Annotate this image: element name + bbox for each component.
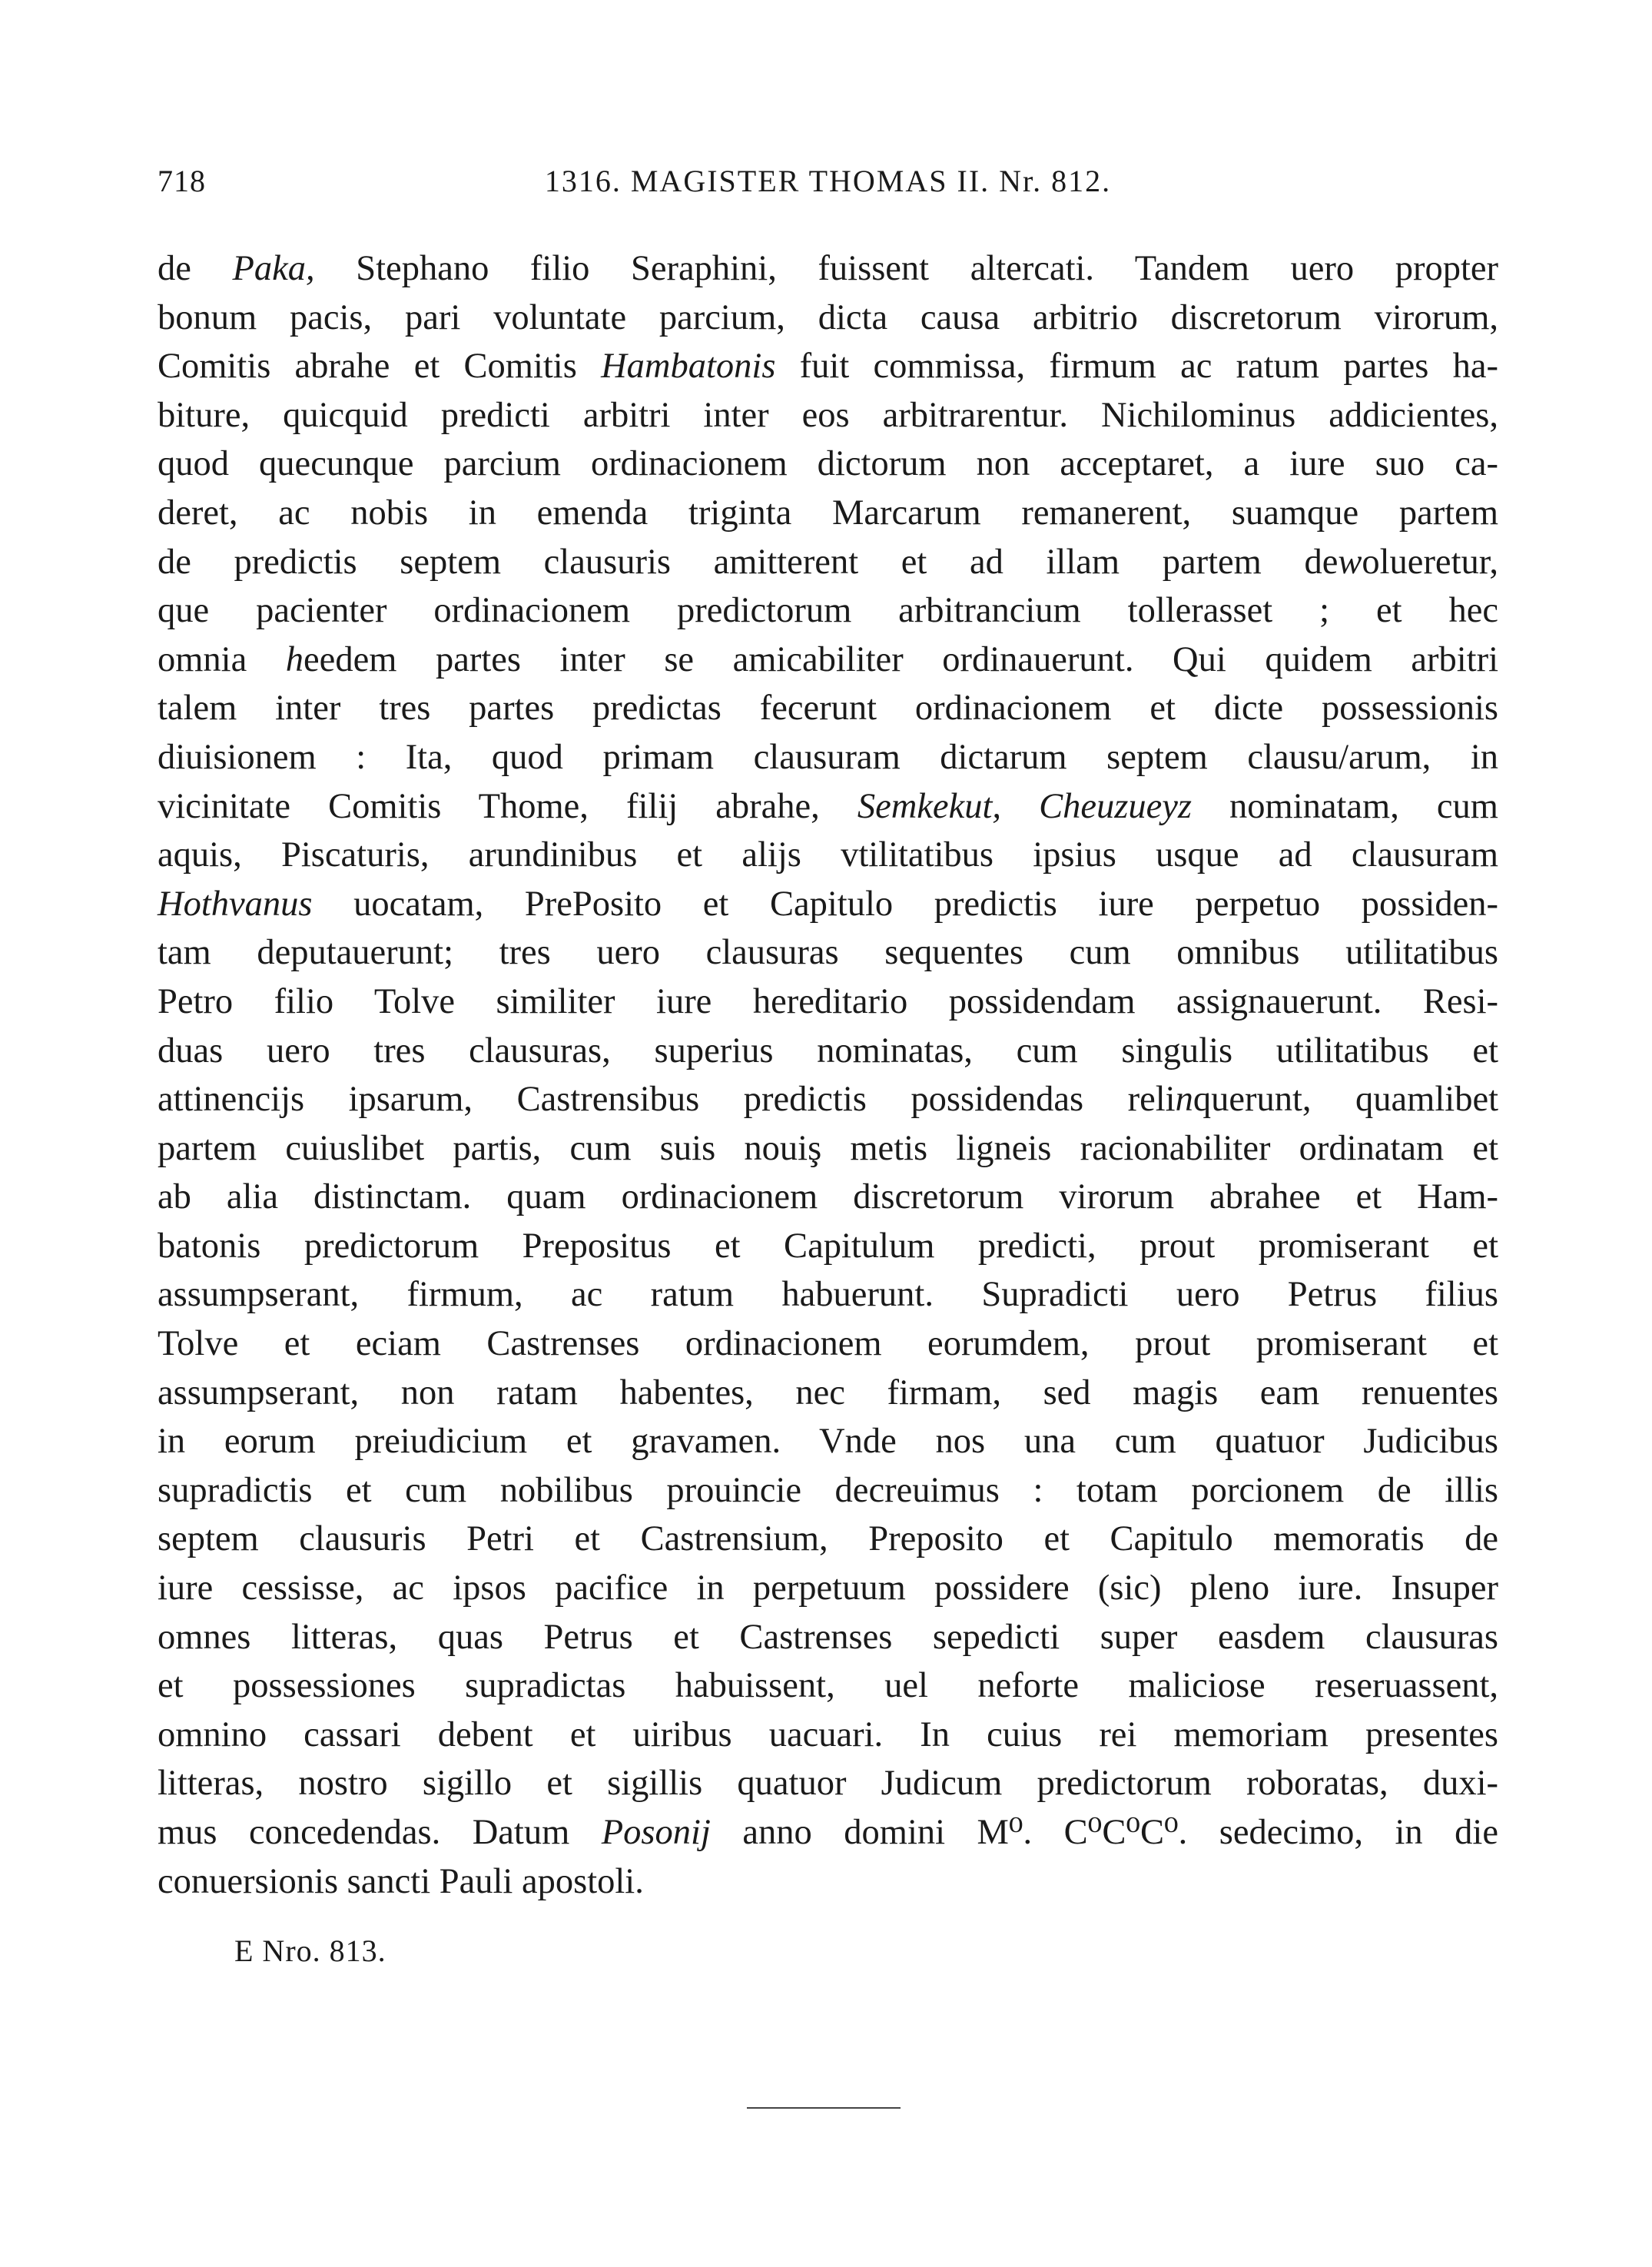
text-segment: omnino cassari debent et uiribus uacuari. In cuius rei memoriam presentes [158,1714,1498,1754]
text-segment: supradictis et cum nobilibus prouincie decreuimus : totam porcionem de illis [158,1470,1498,1510]
text-segment: batonis predictorum Prepositus et Capitulum predicti, prout promiserant et [158,1226,1498,1266]
text-line [158,294,1498,343]
body-text [158,244,1498,1906]
text-line [158,1466,1498,1515]
text-line [158,1661,1498,1711]
text-line [158,1173,1498,1222]
text-line [158,1613,1498,1662]
text-segment: querunt, quamlibet [1193,1080,1499,1120]
text-segment: assumpserant, non ratam habentes, nec firmam, sed magis eam renuentes [158,1372,1498,1412]
text-line [158,586,1498,636]
end-rule [747,2107,901,2109]
italic-text: Hothvanus [158,884,313,924]
text-segment: Tolve et eciam Castrenses ordinacionem eorumdem, prout promiserant et [158,1324,1498,1364]
italic-text: h [285,639,304,679]
text-segment: aquis, Piscaturis, arundinibus et alijs vtilitatibus ipsius usque ad clausuram [158,835,1498,875]
text-line [158,831,1498,880]
text-segment: uocatam, PrePosito et Capitulo predictis iure perpetuo possiden- [312,884,1498,924]
text-segment: attinencijs ipsarum, Castrensibus predictis possidendas reli [158,1080,1176,1120]
text-line [158,928,1498,977]
text-line [158,1759,1498,1808]
text-line [158,342,1498,391]
text-line [158,684,1498,733]
text-segment: et possessiones supradictas habuissent, uel neforte maliciose reseruassent, [158,1666,1498,1706]
text-line [158,440,1498,489]
text-line [158,1417,1498,1466]
text-line [158,1564,1498,1613]
text-line [158,1075,1498,1124]
text-line [158,391,1498,440]
text-segment: partem cuiuslibet partis, cum suis nouiş metis ligneis racionabiliter ordinatam et [158,1128,1498,1168]
text-line [158,1808,1498,1857]
cross-reference: E Nro. 813. [234,1933,386,1968]
text-segment: fuit commissa, firmum ac ratum partes ha- [775,347,1498,387]
text-segment: mus concedendas. Datum [158,1813,602,1852]
text-segment: anno domini M⁰. C⁰C⁰C⁰. sedecimo, in die [710,1813,1498,1852]
italic-text: n [1175,1080,1193,1120]
text-segment: Petro filio Tolve similiter iure hereditario possidendam assignauerunt. Resi- [158,981,1498,1021]
italic-text: Posonij [601,1813,711,1852]
text-segment: vicinitate Comitis Thome, filij abrahe, [158,786,858,826]
text-segment: Comitis abrahe et Comitis [158,347,602,387]
text-segment: iure cessisse, ac ipsos pacifice in perpetuum possidere (sic) pleno iure. Insuper [158,1568,1498,1608]
text-segment: olueretur, [1362,542,1498,582]
text-line [158,733,1498,782]
text-line [158,1124,1498,1173]
text-line [158,636,1498,685]
page-number: 718 [158,164,206,198]
text-segment: in eorum preiudicium et gravamen. Vnde nos una cum quatuor Judicibus [158,1422,1498,1462]
text-segment: eedem partes inter se amicabiliter ordinauerunt. Qui quidem arbitri [304,639,1498,679]
text-line [158,1857,1498,1907]
text-line [158,1319,1498,1369]
text-segment: septem clausuris Petri et Castrensium, Preposito et Capitulo memoratis de [158,1519,1498,1559]
text-segment: conuersionis sancti Pauli apostoli. [158,1861,644,1901]
page-header [158,163,1498,209]
text-line [158,1711,1498,1760]
text-line [158,1027,1498,1076]
text-segment: nominatam, cum [1191,786,1498,826]
text-segment: que pacienter ordinacionem predictorum arbitrancium tollerasset ; et hec [158,591,1498,631]
text-line [158,538,1498,587]
text-segment: assumpserant, firmum, ac ratum habuerunt. Supradicti uero Petrus filius [158,1275,1498,1315]
text-segment: de predictis septem clausuris amitterent et ad illam partem de [158,542,1339,582]
text-line [158,1515,1498,1564]
text-line [158,489,1498,538]
text-line [158,1222,1498,1271]
italic-text: w [1338,542,1362,582]
text-line [158,880,1498,929]
text-segment: diuisionem : Ita, quod primam clausuram dictarum septem clausu/arum, in [158,737,1498,777]
italic-text: Semkekut, Cheuzueyz [857,786,1192,826]
text-line [158,244,1498,294]
text-segment: omnia [158,639,286,679]
text-segment: litteras, nostro sigillo et sigillis quatuor Judicum predictorum roboratas, duxi- [158,1764,1498,1804]
italic-text: Hambatonis [601,347,776,387]
text-line [158,782,1498,831]
running-title: 1316. MAGISTER THOMAS II. Nr. 812. [544,164,1112,198]
text-line [158,1270,1498,1319]
text-segment: de [158,249,233,288]
text-segment: ab alia distinctam. quam ordinacionem discretorum virorum abrahee et Ham- [158,1177,1498,1217]
text-segment: omnes litteras, quas Petrus et Castrenses sepedicti super easdem clausuras [158,1617,1498,1657]
text-segment: deret, ac nobis in emenda triginta Marcarum remanerent, suamque partem [158,493,1498,533]
text-segment: quod quecunque parcium ordinacionem dictorum non acceptaret, a iure suo ca- [158,444,1498,484]
text-segment: talem inter tres partes predictas fecerunt ordinacionem et dicte possessionis [158,689,1498,729]
text-segment: tam deputauerunt; tres uero clausuras sequentes cum omnibus utilitatibus [158,933,1498,973]
italic-text: Paka, [232,249,315,288]
text-segment: bonum pacis, pari voluntate parcium, dicta causa arbitrio discretorum virorum, [158,297,1498,337]
text-segment: Stephano filio Seraphini, fuissent altercati. Tandem uero propter [314,249,1498,288]
text-line [158,1369,1498,1418]
text-segment: duas uero tres clausuras, superius nominatas, cum singulis utilitatibus et [158,1031,1498,1070]
text-segment: biture, quicquid predicti arbitri inter eos arbitrarentur. Nichilominus addicientes, [158,395,1498,435]
text-line [158,977,1498,1027]
